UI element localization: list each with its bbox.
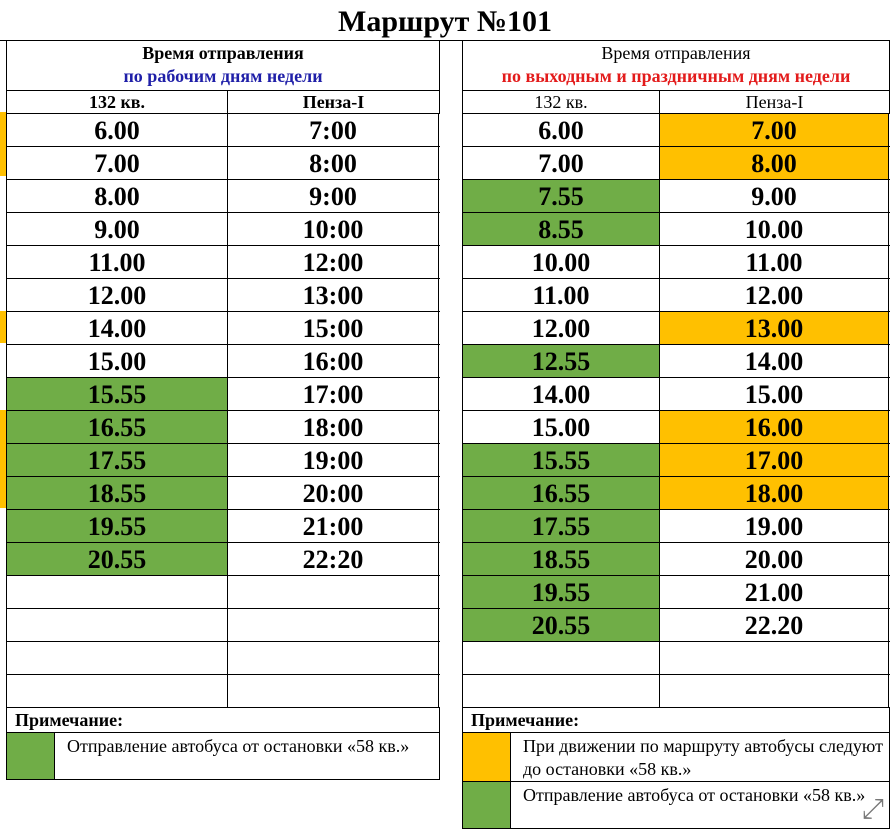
departure-penza: 21:00 xyxy=(227,510,439,542)
departure-penza: 22:20 xyxy=(227,543,439,575)
departure-132kv: 9.00 xyxy=(6,213,227,245)
expand-arrows-icon[interactable]: ⤢ xyxy=(861,792,884,825)
departure-penza: 13.00 xyxy=(659,312,889,344)
departure-132kv xyxy=(6,642,227,674)
departure-penza: 12.00 xyxy=(659,279,889,311)
column-header-penza: Пенза-I xyxy=(659,91,890,113)
departure-penza: 17:00 xyxy=(227,378,439,410)
table-row xyxy=(462,674,890,707)
table-row xyxy=(6,146,440,179)
departure-132kv: 10.00 xyxy=(462,246,659,278)
departure-penza: 18:00 xyxy=(227,411,439,443)
table-row xyxy=(462,542,890,575)
departure-penza: 7.00 xyxy=(659,114,889,146)
weekend-schedule xyxy=(462,40,890,829)
departure-penza: 9.00 xyxy=(659,180,889,212)
departure-132kv: 15.00 xyxy=(462,411,659,443)
departure-penza: 7:00 xyxy=(227,114,439,146)
table-row xyxy=(462,377,890,410)
departure-penza: 15:00 xyxy=(227,312,439,344)
departure-132kv: 7.55 xyxy=(462,180,659,212)
departure-132kv: 20.55 xyxy=(462,609,659,641)
table-row xyxy=(6,245,440,278)
weekday-column-headers xyxy=(6,90,440,113)
table-row xyxy=(462,311,890,344)
table-row xyxy=(462,344,890,377)
departure-penza: 16:00 xyxy=(227,345,439,377)
departure-132kv: 18.55 xyxy=(6,477,227,509)
departure-132kv: 8.00 xyxy=(6,180,227,212)
table-row xyxy=(6,344,440,377)
departure-penza: 10:00 xyxy=(227,213,439,245)
departure-penza xyxy=(227,609,439,641)
departure-penza: 14.00 xyxy=(659,345,889,377)
note-item xyxy=(463,782,889,829)
departure-132kv: 12.00 xyxy=(6,279,227,311)
departure-132kv: 6.00 xyxy=(6,114,227,146)
table-row xyxy=(462,245,890,278)
column-header-penza: Пенза-I xyxy=(227,91,440,113)
table-row xyxy=(462,575,890,608)
departure-penza: 15.00 xyxy=(659,378,889,410)
weekend-column-headers xyxy=(462,90,890,113)
table-row xyxy=(6,410,440,443)
table-row xyxy=(6,311,440,344)
departure-penza: 10.00 xyxy=(659,213,889,245)
departure-penza: 19:00 xyxy=(227,444,439,476)
weekday-notes xyxy=(6,707,440,780)
departure-132kv: 7.00 xyxy=(462,147,659,179)
table-row xyxy=(6,509,440,542)
departure-132kv xyxy=(6,576,227,608)
departure-penza: 16.00 xyxy=(659,411,889,443)
departure-132kv xyxy=(6,675,227,707)
departure-132kv xyxy=(462,675,659,707)
table-row xyxy=(6,113,440,146)
table-row xyxy=(462,179,890,212)
departure-penza xyxy=(227,576,439,608)
weekday-header-title: Время отправления xyxy=(142,43,304,63)
note-text: Отправление автобуса от остановки «58 кв.» xyxy=(523,785,866,805)
table-row xyxy=(462,278,890,311)
note-item xyxy=(463,733,889,782)
departure-132kv xyxy=(6,609,227,641)
note-color-swatch xyxy=(463,782,511,828)
weekend-table-body xyxy=(462,113,890,707)
departure-penza: 17.00 xyxy=(659,444,889,476)
weekend-header-title: Время отправления xyxy=(601,43,751,63)
departure-132kv: 19.55 xyxy=(462,576,659,608)
table-row xyxy=(462,212,890,245)
departure-132kv xyxy=(462,642,659,674)
departure-132kv: 12.55 xyxy=(462,345,659,377)
departure-penza xyxy=(659,642,889,674)
departure-penza: 21.00 xyxy=(659,576,889,608)
page-title: Маршрут №101 xyxy=(0,0,890,41)
table-row xyxy=(462,146,890,179)
departure-132kv: 20.55 xyxy=(6,543,227,575)
departure-penza: 9:00 xyxy=(227,180,439,212)
note-item xyxy=(7,733,439,780)
departure-penza: 8.00 xyxy=(659,147,889,179)
table-row xyxy=(6,674,440,707)
table-row xyxy=(6,278,440,311)
departure-132kv: 16.55 xyxy=(462,477,659,509)
departure-132kv: 7.00 xyxy=(6,147,227,179)
departure-132kv: 12.00 xyxy=(462,312,659,344)
departure-132kv: 14.00 xyxy=(462,378,659,410)
weekday-header-subtitle: по рабочим дням недели xyxy=(123,66,323,86)
table-row xyxy=(462,608,890,641)
note-text: Отправление автобуса от остановки «58 кв.» xyxy=(67,736,410,756)
column-header-132kv: 132 кв. xyxy=(462,91,659,113)
weekday-schedule xyxy=(6,40,440,780)
note-title: Примечание: xyxy=(7,708,439,733)
departure-132kv: 14.00 xyxy=(6,312,227,344)
departure-penza: 11.00 xyxy=(659,246,889,278)
table-row xyxy=(462,641,890,674)
table-row xyxy=(6,476,440,509)
departure-132kv: 19.55 xyxy=(6,510,227,542)
departure-132kv: 11.00 xyxy=(6,246,227,278)
table-row xyxy=(6,608,440,641)
table-row xyxy=(6,212,440,245)
column-header-132kv: 132 кв. xyxy=(6,91,227,113)
departure-132kv: 8.55 xyxy=(462,213,659,245)
departure-penza xyxy=(227,675,439,707)
table-row xyxy=(6,575,440,608)
table-row xyxy=(6,377,440,410)
departure-132kv: 11.00 xyxy=(462,279,659,311)
departure-penza: 20.00 xyxy=(659,543,889,575)
departure-132kv: 15.55 xyxy=(6,378,227,410)
departure-penza: 18.00 xyxy=(659,477,889,509)
weekend-header xyxy=(462,40,890,90)
table-row xyxy=(6,641,440,674)
departure-132kv: 17.55 xyxy=(6,444,227,476)
departure-penza: 22.20 xyxy=(659,609,889,641)
departure-penza: 13:00 xyxy=(227,279,439,311)
departure-132kv: 15.55 xyxy=(462,444,659,476)
table-row xyxy=(462,443,890,476)
departure-132kv: 6.00 xyxy=(462,114,659,146)
note-text: При движении по маршруту автобусы следуют до остановки «58 кв.» xyxy=(523,736,883,779)
departure-132kv: 18.55 xyxy=(462,543,659,575)
weekday-table-body xyxy=(6,113,440,707)
departure-penza: 19.00 xyxy=(659,510,889,542)
weekday-header xyxy=(6,40,440,90)
table-row xyxy=(6,179,440,212)
departure-penza: 12:00 xyxy=(227,246,439,278)
table-row xyxy=(462,410,890,443)
table-row xyxy=(6,542,440,575)
departure-penza xyxy=(227,642,439,674)
departure-132kv: 16.55 xyxy=(6,411,227,443)
weekend-header-subtitle: по выходным и праздничным дням недели xyxy=(501,66,851,86)
note-color-swatch xyxy=(463,733,511,781)
weekend-notes xyxy=(462,707,890,829)
note-color-swatch xyxy=(7,733,55,779)
table-row xyxy=(462,509,890,542)
note-title: Примечание: xyxy=(463,708,889,733)
departure-penza xyxy=(659,675,889,707)
table-row xyxy=(462,476,890,509)
departure-132kv: 15.00 xyxy=(6,345,227,377)
table-row xyxy=(6,443,440,476)
table-row xyxy=(462,113,890,146)
departure-132kv: 17.55 xyxy=(462,510,659,542)
departure-penza: 8:00 xyxy=(227,147,439,179)
departure-penza: 20:00 xyxy=(227,477,439,509)
